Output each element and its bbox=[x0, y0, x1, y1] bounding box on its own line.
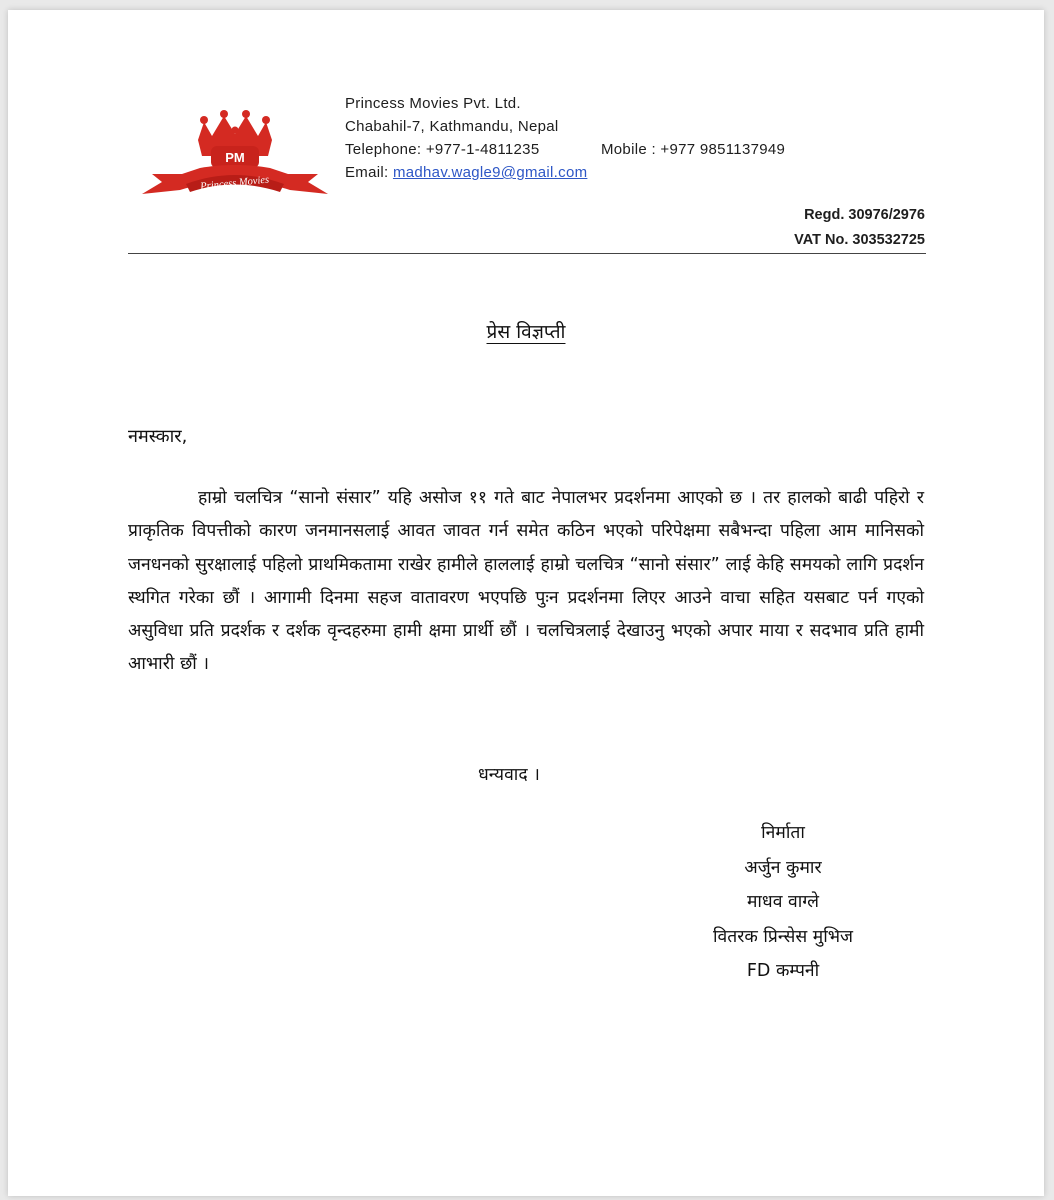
email-label: Email: bbox=[345, 164, 389, 181]
signature-producer-2: माधव वाग्ले bbox=[746, 892, 820, 912]
signature-role: निर्माता bbox=[761, 823, 805, 843]
document-title bbox=[8, 318, 1044, 344]
document-title-text: प्रेस विज्ञप्ती bbox=[486, 321, 566, 343]
mobile: Mobile : +977 9851137949 bbox=[601, 141, 786, 158]
registration-info bbox=[794, 203, 925, 253]
regd-number: Regd. 30976/2976 bbox=[804, 207, 925, 223]
body-paragraph: हाम्रो चलचित्र “सानो संसार” यहि असोज ११ गते बाट नेपालभर प्रदर्शनमा आएको छ । तर हालको बाढी पहिरो र प्राकृतिक विपत्तीको कारण जनमानसलाई आवत जावत गर्न समेत कठिन भएको परिपेक्षमा सबैभन्दा पहिला आम मानिसको जनधनको सुरक्षालाई पहिलो प्राथमिकतामा राखेर हामीले हाललाई हाम्रो चलचित्र “सानो संसार” लाई केहि समयको लागि प्रदर्शन स्थगित गरेका छौं । आगामी दिनमा सहज वातावरण भएपछि पुःन प्रदर्शनमा लिएर आउने वाचा सहित यसबाट पर्न गएको असुविधा प्रति प्रदर्शक र दर्शक वृन्दहरुमा हामी क्षमा प्रार्थी छौं । चलचित्रलाई देखाउनु भएको अपार माया र सदभाव प्रति हामी आभारी छौं । bbox=[128, 488, 924, 675]
header-divider bbox=[128, 253, 926, 254]
email-link[interactable]: madhav.wagle9@gmail.com bbox=[392, 164, 588, 181]
company-info bbox=[345, 92, 786, 184]
signature-block bbox=[668, 816, 898, 989]
company-name: Princess Movies Pvt. Ltd. bbox=[345, 95, 521, 112]
telephone: Telephone: +977-1-4811235 bbox=[345, 141, 540, 158]
email-row bbox=[345, 161, 587, 184]
letter-page bbox=[8, 10, 1044, 1196]
company-address: Chabahil-7, Kathmandu, Nepal bbox=[345, 118, 559, 135]
vat-number: VAT No. 303532725 bbox=[794, 232, 925, 248]
signature-company: FD कम्पनी bbox=[746, 961, 820, 981]
princess-movies-logo bbox=[140, 110, 330, 205]
logo-banner-text: Princess Movies bbox=[199, 174, 270, 193]
contact-phones bbox=[345, 138, 786, 161]
signature-distributor: वितरक प्रिन्सेस मुभिज bbox=[712, 926, 854, 947]
thanks-line: धन्यवाद । bbox=[478, 765, 540, 785]
signature-producer-1: अर्जुन कुमार bbox=[744, 857, 822, 878]
greeting: नमस्कार, bbox=[128, 426, 188, 447]
logo-initials: PM bbox=[225, 150, 245, 165]
